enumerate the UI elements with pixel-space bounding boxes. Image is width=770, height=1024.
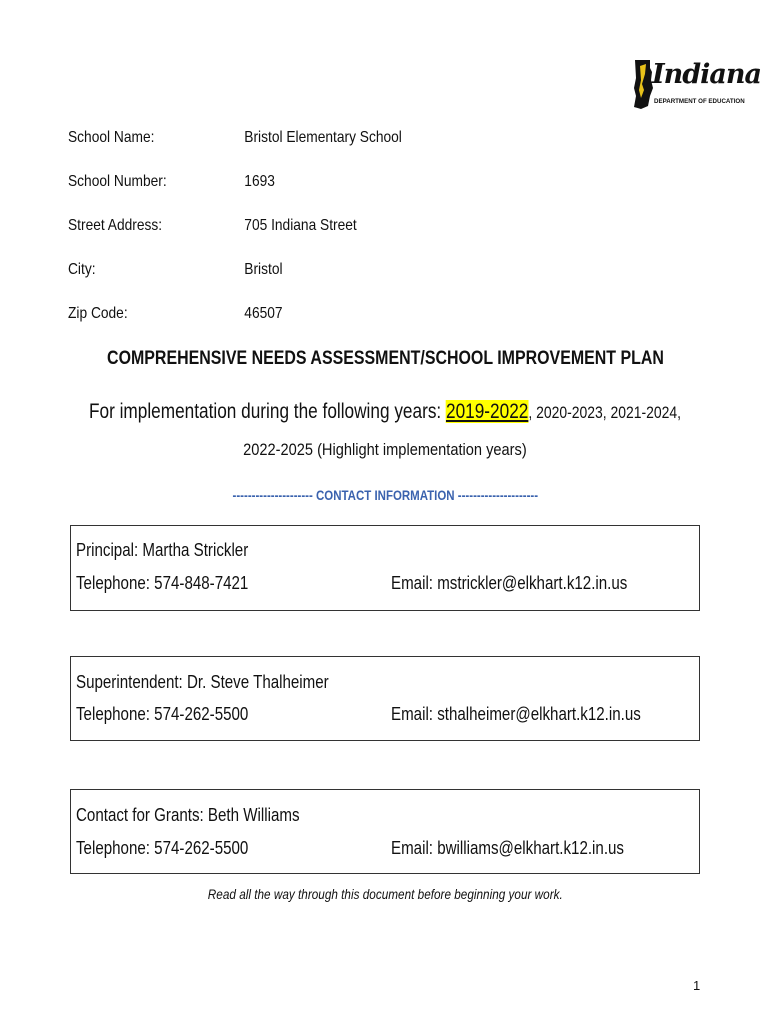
principal-contact-box: [70, 525, 700, 611]
school-number-label: School Number:: [68, 173, 167, 190]
implementation-lead: For implementation during the following years:: [88, 400, 446, 423]
page-title: [0, 348, 770, 370]
logo-wordmark: Indiana: [652, 59, 762, 90]
school-name-label: School Name:: [68, 129, 155, 146]
principal-name: Principal: Martha Strickler: [76, 540, 249, 560]
zip-code-value: 46507: [244, 305, 283, 322]
street-address-value: 705 Indiana Street: [244, 217, 357, 234]
superintendent-contact-box: [70, 656, 700, 741]
highlighted-years: 2019-2022: [445, 400, 529, 423]
indiana-state-icon: [632, 60, 654, 110]
superintendent-name: Superintendent: Dr. Steve Thalheimer: [76, 672, 329, 692]
grants-contact-telephone: Telephone: 574-262-5500: [76, 838, 249, 858]
superintendent-email: Email: sthalheimer@elkhart.k12.in.us: [391, 704, 641, 724]
grants-contact-box: [70, 789, 700, 874]
page-number: 1: [693, 978, 701, 993]
zip-code-label: Zip Code:: [68, 305, 128, 322]
contact-heading-text: --------------------- CONTACT INFORMATION ---------------------: [232, 487, 538, 503]
contact-information-heading: [0, 487, 770, 503]
instructions-note: [0, 886, 770, 902]
school-number-value: 1693: [244, 173, 275, 190]
principal-telephone: Telephone: 574-848-7421: [76, 573, 249, 593]
indiana-doe-logo: [632, 58, 762, 112]
implementation-years-note: 2022-2025 (Highlight implementation years): [243, 440, 527, 459]
grants-contact-name: Contact for Grants: Beth Williams: [76, 805, 300, 825]
instructions-note-text: Read all the way through this document before beginning your work.: [207, 886, 563, 902]
implementation-other-years: , 2020-2023, 2021-2024,: [528, 403, 682, 422]
superintendent-telephone: Telephone: 574-262-5500: [76, 704, 249, 724]
logo-subtitle: DEPARTMENT OF EDUCATION: [654, 98, 745, 105]
school-name-value: Bristol Elementary School: [244, 129, 402, 146]
city-value: Bristol: [244, 261, 283, 278]
street-address-label: Street Address:: [68, 217, 163, 234]
principal-email: Email: mstrickler@elkhart.k12.in.us: [391, 573, 628, 593]
implementation-years-line1: [0, 400, 770, 424]
page-title-text: COMPREHENSIVE NEEDS ASSESSMENT/SCHOOL IMPROVEMENT PLAN: [106, 348, 664, 369]
grants-contact-email: Email: bwilliams@elkhart.k12.in.us: [391, 838, 624, 858]
city-label: City:: [68, 261, 96, 278]
implementation-years-line2: [0, 440, 770, 460]
